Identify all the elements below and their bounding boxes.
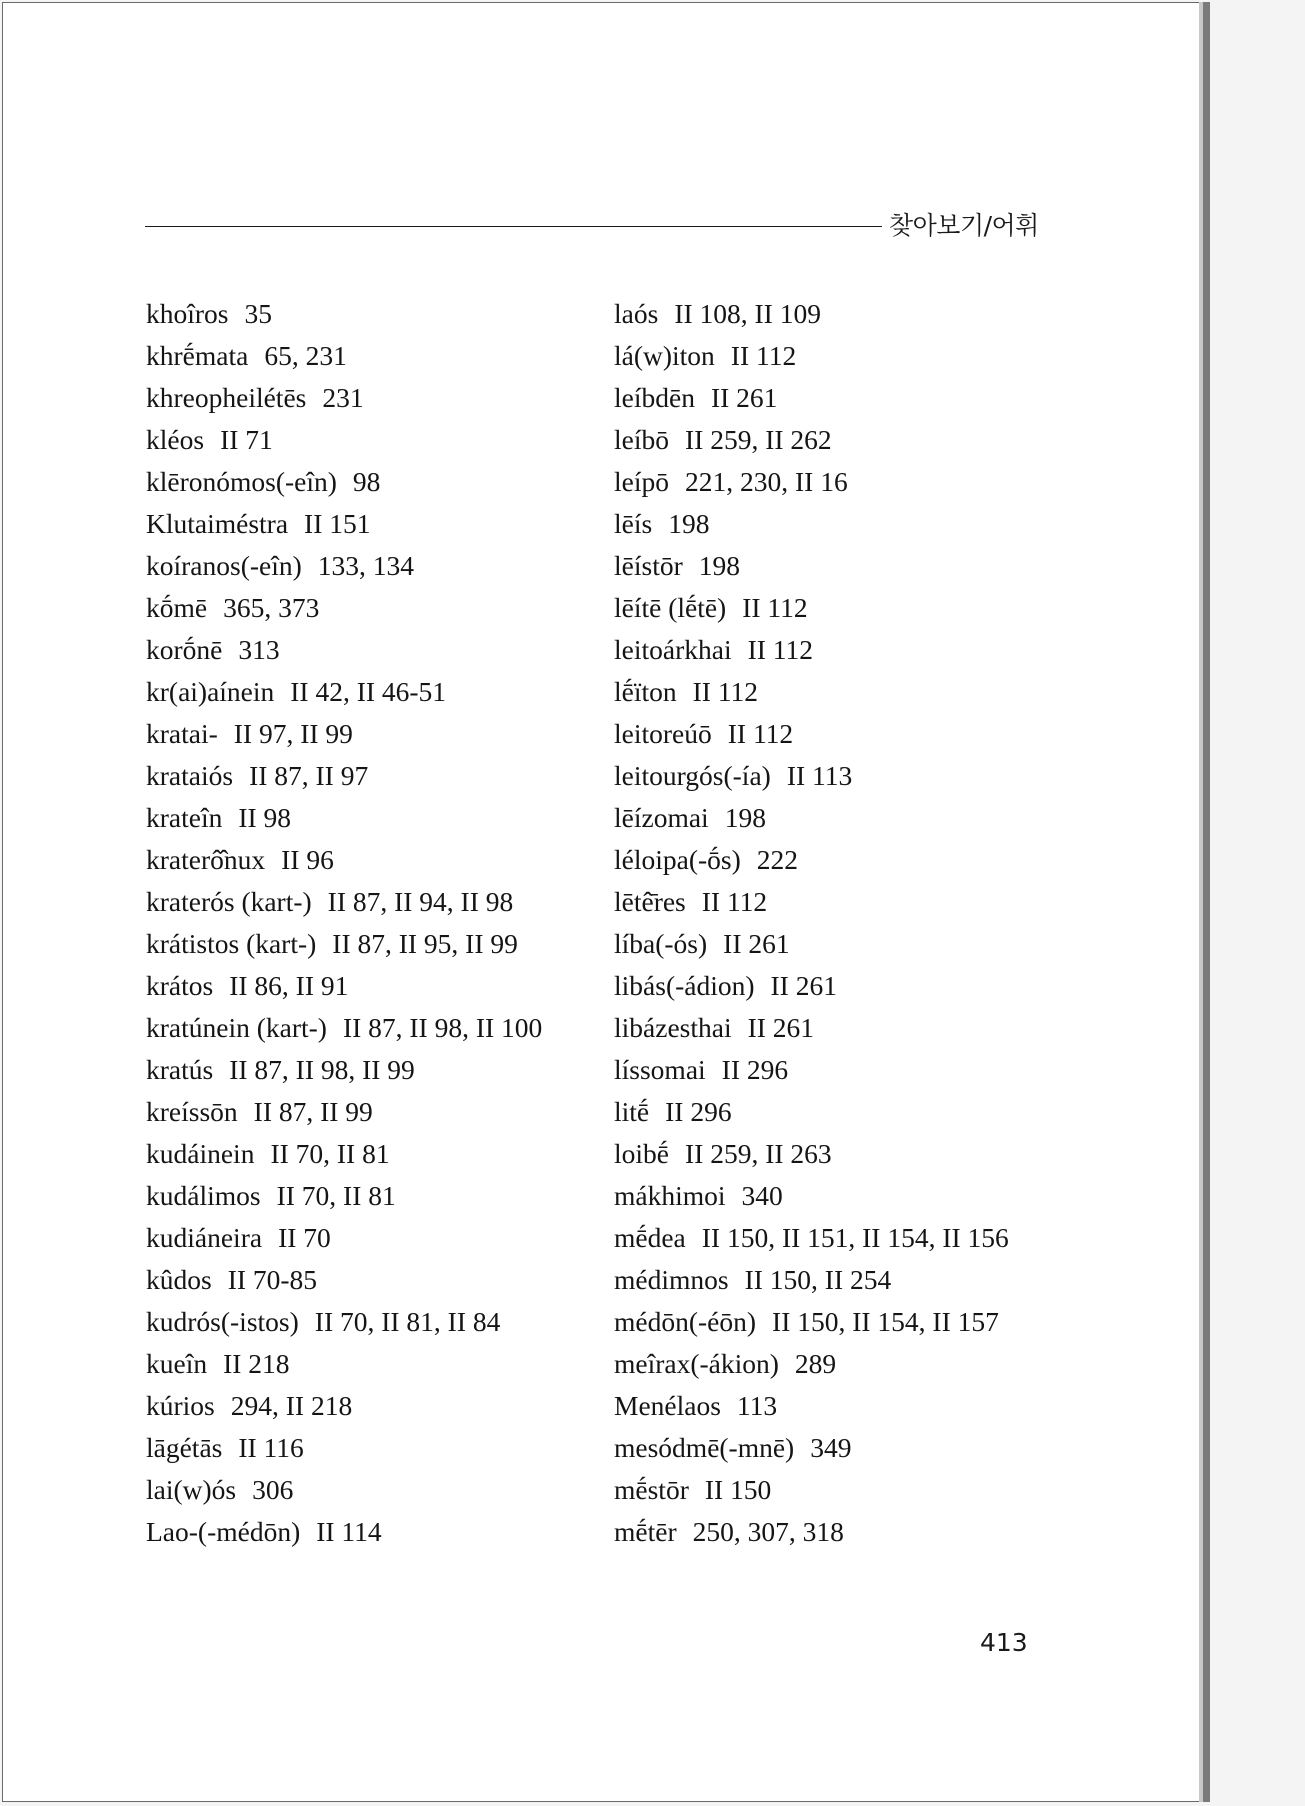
index-term: krátistos (kart-): [146, 928, 317, 959]
index-entry: [146, 629, 542, 671]
index-page-refs: II 70-85: [227, 1264, 318, 1295]
index-page-refs: II 296: [665, 1096, 732, 1127]
index-term: kûdos: [146, 1264, 212, 1295]
index-page-refs: II 70, II 81: [270, 1138, 390, 1169]
index-entry: [614, 503, 1009, 545]
index-page-refs: II 261: [723, 928, 790, 959]
index-entry: [614, 1427, 1009, 1469]
index-page-refs: II 261: [770, 970, 837, 1001]
index-term: kṓmē: [146, 592, 208, 623]
index-entry: [146, 461, 542, 503]
index-entry: [146, 419, 542, 461]
index-term: kratai-: [146, 718, 218, 749]
index-term: krateîn: [146, 802, 223, 833]
index-term: mḗstōr: [614, 1474, 689, 1505]
index-page-refs: 340: [741, 1180, 783, 1211]
running-header: 찾아보기/어휘: [889, 211, 1039, 240]
index-entry: [614, 965, 1009, 1007]
index-page-refs: II 218: [223, 1348, 290, 1379]
index-entry: [614, 1385, 1009, 1427]
index-entry: [614, 923, 1009, 965]
index-term: lá(w)iton: [614, 340, 715, 371]
index-page-refs: 231: [322, 382, 364, 413]
index-term: kúrios: [146, 1390, 215, 1421]
index-term: Lao-(-médōn): [146, 1516, 301, 1547]
page-number: 413: [980, 1628, 1028, 1657]
index-entry: [146, 1469, 542, 1511]
index-term: médimnos: [614, 1264, 729, 1295]
index-page-refs: II 112: [727, 718, 794, 749]
index-entry: [146, 1343, 542, 1385]
index-term: koíranos(-eîn): [146, 550, 302, 581]
index-entry: [146, 293, 542, 335]
index-page-refs: II 112: [747, 634, 814, 665]
index-term: kudálimos: [146, 1180, 261, 1211]
index-term: lḗïton: [614, 676, 677, 707]
index-entry: [146, 797, 542, 839]
index-page-refs: II 114: [316, 1516, 382, 1547]
index-entry: [614, 377, 1009, 419]
index-page-refs: II 113: [786, 760, 853, 791]
index-entry: [146, 1217, 542, 1259]
index-entry: [614, 1343, 1009, 1385]
index-page-refs: II 112: [730, 340, 797, 371]
index-page-refs: II 86, II 91: [229, 970, 349, 1001]
index-term: kraterô̂nux: [146, 844, 266, 875]
index-page-refs: 294, II 218: [230, 1390, 353, 1421]
index-entry: [614, 1511, 1009, 1553]
index-entry: [614, 587, 1009, 629]
index-page-refs: II 108, II 109: [674, 298, 821, 329]
index-term: khoîros: [146, 298, 229, 329]
index-term: líba(-ós): [614, 928, 708, 959]
index-page-refs: II 261: [710, 382, 778, 413]
index-term: litḗ: [614, 1096, 650, 1127]
index-page-refs: II 151: [304, 508, 371, 539]
index-entry: [614, 755, 1009, 797]
index-page-refs: II 261: [747, 1012, 815, 1043]
index-page-refs: II 112: [692, 676, 759, 707]
index-entry: [614, 797, 1009, 839]
index-page-refs: II 98: [238, 802, 292, 833]
index-entry: [614, 1301, 1009, 1343]
index-entry: [614, 461, 1009, 503]
index-entry: [614, 839, 1009, 881]
index-entry: [146, 587, 542, 629]
index-entry: [614, 1091, 1009, 1133]
index-page-refs: II 96: [281, 844, 334, 875]
index-term: lāgétās: [146, 1432, 223, 1463]
index-entry: [146, 713, 542, 755]
index-term: kr(ai)aínein: [146, 676, 275, 707]
index-entry: [146, 923, 542, 965]
index-entry: [146, 1049, 542, 1091]
index-entry: [146, 755, 542, 797]
index-entry: [146, 545, 542, 587]
index-entry: [146, 1301, 542, 1343]
index-term: leitoárkhai: [614, 634, 732, 665]
index-term: médōn(-éōn): [614, 1306, 757, 1337]
index-term: libás(-ádion): [614, 970, 755, 1001]
index-page-refs: 221, 230, II 16: [685, 466, 848, 497]
index-entry: [146, 335, 542, 377]
index-page-refs: II 87, II 94, II 98: [327, 886, 514, 917]
index-term: lēístōr: [614, 550, 683, 581]
page-edge-shadow: [1203, 2, 1210, 1802]
index-entry: [614, 671, 1009, 713]
index-page-refs: II 71: [220, 424, 273, 455]
index-page-refs: II 150, II 151, II 154, II 156: [701, 1222, 1009, 1253]
index-entry: [146, 1511, 542, 1553]
index-entry: [614, 1049, 1009, 1091]
index-term: krátos: [146, 970, 214, 1001]
index-entry: [146, 503, 542, 545]
index-term: loibḗ: [614, 1138, 669, 1169]
index-page-refs: 313: [238, 634, 280, 665]
index-term: lēís: [614, 508, 653, 539]
index-entry: [146, 1091, 542, 1133]
index-page-refs: 98: [352, 466, 381, 497]
index-entry: [146, 1385, 542, 1427]
index-entry: [614, 1007, 1009, 1049]
index-entry: [146, 839, 542, 881]
index-term: mesódmē(-mnē): [614, 1432, 795, 1463]
index-entry: [614, 335, 1009, 377]
index-page-refs: II 87, II 97: [249, 760, 369, 791]
index-term: kudrós(-istos): [146, 1306, 299, 1337]
index-term: kratús: [146, 1054, 214, 1085]
index-entry: [146, 1427, 542, 1469]
index-term: korṓnē: [146, 634, 223, 665]
index-page-refs: II 87, II 95, II 99: [332, 928, 518, 959]
index-term: Klutaiméstra: [146, 508, 289, 539]
index-term: khrḗmata: [146, 340, 249, 371]
index-page-refs: 65, 231: [264, 340, 347, 371]
index-term: meîrax(-ákion): [614, 1348, 779, 1379]
index-page-refs: II 97, II 99: [233, 718, 353, 749]
index-entry: [146, 965, 542, 1007]
index-page-refs: 35: [244, 298, 272, 329]
index-page-refs: II 87, II 98, II 99: [229, 1054, 415, 1085]
index-page-refs: II 112: [701, 886, 768, 917]
index-entry: [146, 1133, 542, 1175]
index-term: leíbdēn: [614, 382, 695, 413]
index-page-refs: II 150, II 154, II 157: [772, 1306, 999, 1337]
index-entry: [146, 671, 542, 713]
index-entry: [614, 1175, 1009, 1217]
index-entry: [146, 1259, 542, 1301]
index-page-refs: II 87, II 99: [253, 1096, 373, 1127]
index-entry: [614, 1469, 1009, 1511]
index-term: kraterós (kart-): [146, 886, 312, 917]
index-page-refs: 198: [668, 508, 710, 539]
index-page-refs: II 70, II 81: [276, 1180, 396, 1211]
index-page-refs: 365, 373: [223, 592, 320, 623]
index-entry: [146, 1175, 542, 1217]
index-page-refs: II 116: [238, 1432, 304, 1463]
index-page-refs: II 150: [704, 1474, 772, 1505]
index-entry: [614, 293, 1009, 335]
index-page-refs: 289: [794, 1348, 837, 1379]
index-column-left: [146, 293, 542, 1553]
index-term: khreopheilétēs: [146, 382, 307, 413]
index-entry: [614, 419, 1009, 461]
index-term: leípō: [614, 466, 669, 497]
index-entry: [614, 1217, 1009, 1259]
index-term: mḗtēr: [614, 1516, 677, 1547]
index-term: kudiáneira: [146, 1222, 263, 1253]
index-page-refs: 250, 307, 318: [692, 1516, 844, 1547]
index-page-refs: 113: [736, 1390, 778, 1421]
index-term: mákhimoi: [614, 1180, 726, 1211]
index-entry: [614, 629, 1009, 671]
book-page: [2, 2, 1201, 1802]
header-rule: [145, 226, 882, 227]
index-term: kratúnein (kart-): [146, 1012, 327, 1043]
index-page-refs: 349: [810, 1432, 852, 1463]
index-term: lai(w)ós: [146, 1474, 237, 1505]
index-page-refs: II 296: [721, 1054, 789, 1085]
index-term: líssomai: [614, 1054, 706, 1085]
index-term: Menélaos: [614, 1390, 721, 1421]
index-page-refs: II 112: [742, 592, 808, 623]
index-column-right: [614, 293, 1009, 1553]
index-entry: [614, 713, 1009, 755]
index-page-refs: 133, 134: [317, 550, 415, 581]
index-term: laós: [614, 298, 659, 329]
index-term: kléos: [146, 424, 205, 455]
index-term: léloipa(-ṓs): [614, 844, 741, 875]
index-page-refs: 222: [756, 844, 799, 875]
index-page-refs: II 87, II 98, II 100: [342, 1012, 543, 1043]
index-term: klēronómos(-eîn): [146, 466, 337, 497]
index-term: kudáinein: [146, 1138, 255, 1169]
index-entry: [614, 881, 1009, 923]
index-entry: [146, 1007, 542, 1049]
index-term: kreíssōn: [146, 1096, 238, 1127]
index-page-refs: II 259, II 263: [685, 1138, 832, 1169]
index-page-refs: 198: [698, 550, 740, 581]
index-entry: [614, 1259, 1009, 1301]
index-page-refs: II 150, II 254: [744, 1264, 892, 1295]
index-page-refs: 198: [724, 802, 766, 833]
index-term: mḗdea: [614, 1222, 686, 1253]
index-entry: [146, 881, 542, 923]
index-term: lētê̄res: [614, 886, 686, 917]
index-term: libázesthai: [614, 1012, 732, 1043]
index-term: krataiós: [146, 760, 234, 791]
index-term: lēízomai: [614, 802, 709, 833]
index-page-refs: II 70, II 81, II 84: [314, 1306, 501, 1337]
index-term: leíbō: [614, 424, 669, 455]
index-entry: [614, 545, 1009, 587]
index-term: leitoreúō: [614, 718, 712, 749]
index-page-refs: II 42, II 46-51: [290, 676, 447, 707]
index-term: kueîn: [146, 1348, 208, 1379]
index-page-refs: 306: [252, 1474, 294, 1505]
index-page-refs: II 259, II 262: [685, 424, 832, 455]
index-entry: [614, 1133, 1009, 1175]
index-page-refs: II 70: [278, 1222, 331, 1253]
index-entry: [146, 377, 542, 419]
index-term: leitourgós(-ía): [614, 760, 771, 791]
index-term: lēítē (lḗtē): [614, 592, 727, 623]
